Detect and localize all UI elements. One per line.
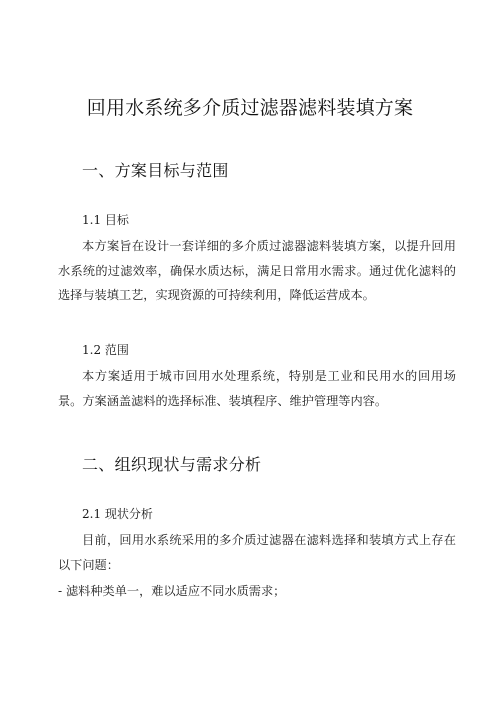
section-heading-2: 二、组织现状与需求分析 — [82, 455, 262, 474]
subsection-heading-2-1: 2.1 现状分析 — [82, 507, 153, 521]
subsection-heading-1-1: 1.1 目标 — [82, 213, 129, 227]
list-item: - 滤料种类单一，难以适应不同水质需求； — [58, 584, 286, 598]
paragraph-1-1: 本方案旨在设计一套详细的多介质过滤器滤料装填方案，以提升回用水系统的过滤效率，确保水质达标，满足日常用水需求。通过优化滤料的选择与装填工艺，实现资源的可持续利用，降低运营成本。 — [58, 239, 456, 302]
paragraph-1-2: 本方案适用于城市回用水处理系统，特别是工业和民用水的回用场景。方案涵盖滤料的选择标准、装填程序、维护管理等内容。 — [58, 369, 456, 408]
subsection-heading-1-2: 1.2 范围 — [82, 343, 129, 357]
section-heading-1: 一、方案目标与范围 — [82, 161, 229, 180]
paragraph-2-1: 目前，回用水系统采用的多介质过滤器在滤料选择和装填方式上存在以下问题： — [58, 533, 456, 572]
document-title: 回用水系统多介质过滤器滤料装填方案 — [86, 97, 414, 119]
